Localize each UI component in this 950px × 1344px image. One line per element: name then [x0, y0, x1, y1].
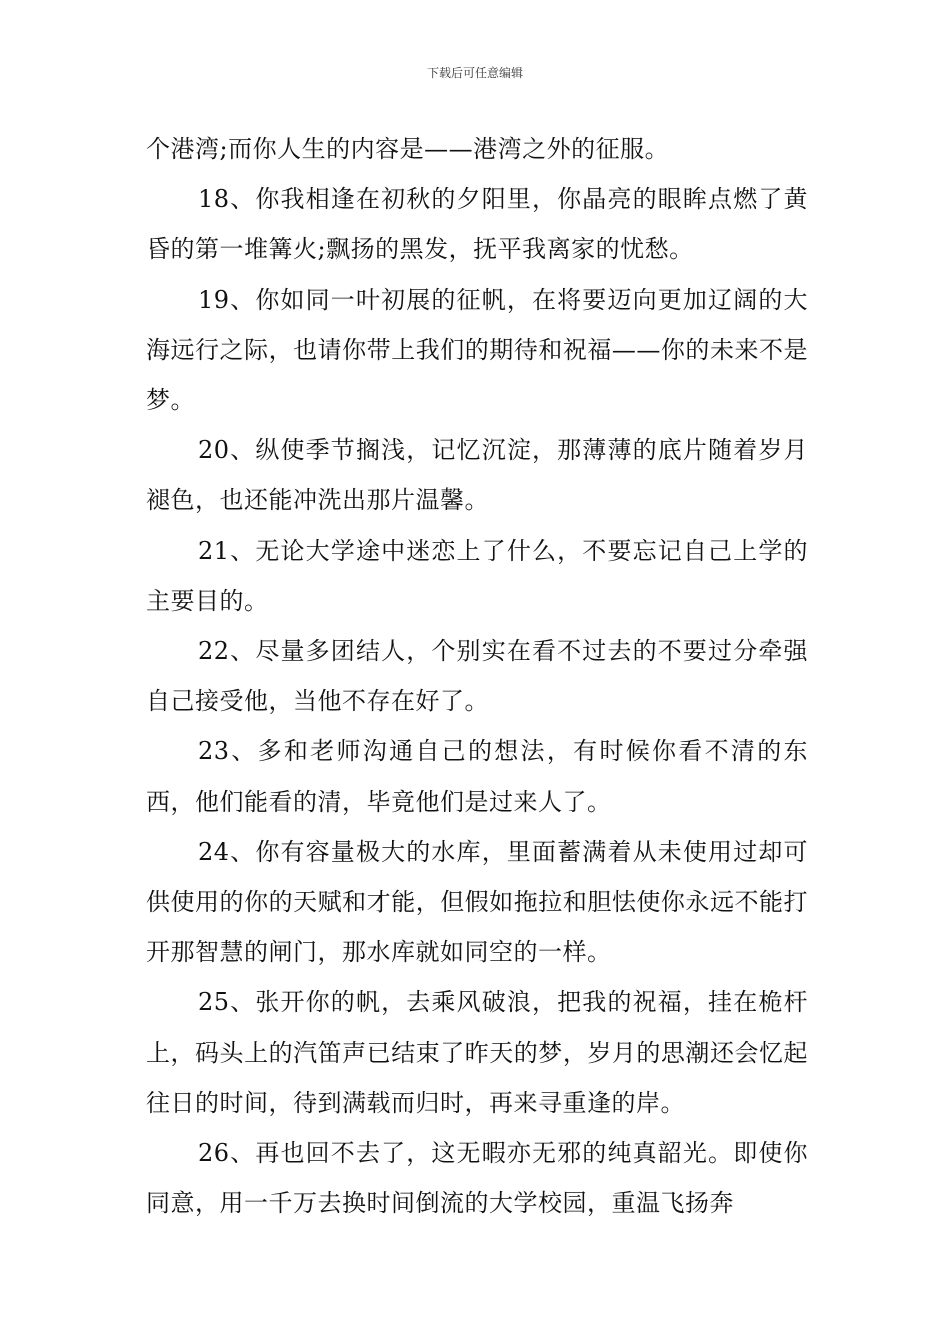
paragraph-24: 24、你有容量极大的水库，里面蓄满着从未使用过却可供使用的你的天赋和才能，但假如拖拉和胆怯使你永远不能打开那智慧的闸门，那水库就如同空的一样。: [146, 837, 808, 967]
paragraph-20: 20、纵使季节搁浅，记忆沉淀，那薄薄的底片随着岁月褪色，也还能冲洗出那片温馨。: [146, 436, 808, 515]
document-body: [146, 124, 808, 1228]
paragraph-23: 23、多和老师沟通自己的想法，有时候你看不清的东西，他们能看的清，毕竟他们是过来人了。: [146, 737, 808, 816]
paragraph-26: 26、再也回不去了，这无暇亦无邪的纯真韶光。即使你同意，用一千万去换时间倒流的大学校园，重温飞扬奔: [146, 1139, 808, 1218]
paragraph-25: 25、张开你的帆，去乘风破浪，把我的祝福，挂在桅杆上，码头上的汽笛声已结束了昨天的梦，岁月的思潮还会忆起往日的时间，待到满载而归时，再来寻重逢的岸。: [146, 988, 808, 1117]
page-header: 下载后可任意编辑: [426, 66, 523, 80]
paragraph-22: 22、尽量多团结人，个别实在看不过去的不要过分牵强自己接受他，当他不存在好了。: [146, 637, 808, 716]
paragraph-21: 21、无论大学途中迷恋上了什么，不要忘记自己上学的主要目的。: [146, 536, 808, 615]
paragraph-continuation: 个港湾;而你人生的内容是——港湾之外的征服。: [146, 135, 670, 163]
paragraph-18: 18、你我相逢在初秋的夕阳里，你晶亮的眼眸点燃了黄昏的第一堆篝火;飘扬的黑发，抚平我离家的忧愁。: [146, 185, 808, 264]
paragraph-19: 19、你如同一叶初展的征帆，在将要迈向更加辽阔的大海远行之际，也请你带上我们的期待和祝福——你的未来不是梦。: [146, 285, 808, 415]
